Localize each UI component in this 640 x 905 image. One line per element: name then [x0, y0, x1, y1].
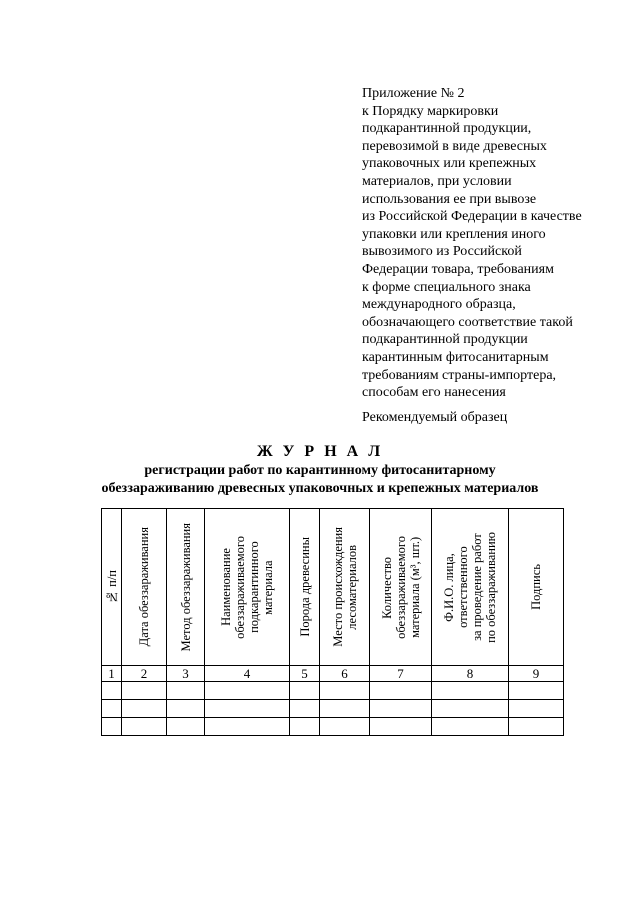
header-label: Порода древесины — [297, 537, 312, 637]
header-label: Наименование обеззараживаемого подкарантинного материала — [219, 535, 275, 639]
table-cell — [320, 700, 370, 718]
table-cell — [320, 718, 370, 736]
journal-subtitle — [0, 462, 640, 497]
journal-title: Ж У Р Н А Л — [256, 443, 384, 460]
table-cell — [167, 718, 205, 736]
table-cell — [102, 700, 122, 718]
appendix-line: к Порядку маркировки — [362, 103, 499, 119]
appendix-line: упаковочных или крепежных — [362, 156, 537, 172]
table-cell — [320, 682, 370, 700]
table-cell — [205, 718, 290, 736]
appendix-line: материалов, при условии — [362, 173, 512, 189]
column-number: 6 — [320, 666, 370, 682]
header-cell — [432, 509, 509, 666]
header-cell — [122, 509, 167, 666]
table-cell — [370, 682, 432, 700]
column-number: 7 — [370, 666, 432, 682]
table-cell — [122, 718, 167, 736]
table-header-row — [102, 509, 564, 666]
table-cell — [290, 682, 320, 700]
table-row — [102, 718, 564, 736]
header-label: Подпись — [529, 564, 543, 610]
header-label: Количество обеззараживаемого материала (м³, шт.) — [379, 535, 422, 639]
column-number: 4 — [205, 666, 290, 682]
appendix-line: из Российской Федерации в качестве — [362, 209, 582, 225]
header-cell — [370, 509, 432, 666]
table-cell — [290, 700, 320, 718]
table-cell — [290, 718, 320, 736]
table-cell — [167, 682, 205, 700]
header-cell — [290, 509, 320, 666]
appendix-line: карантинным фитосанитарным — [362, 349, 549, 365]
appendix-line: Федерации товара, требованиям — [362, 261, 554, 277]
column-number-row — [102, 666, 564, 682]
column-number: 5 — [290, 666, 320, 682]
appendix-line: требованиям страны-импортера, — [362, 367, 557, 383]
table-cell — [205, 700, 290, 718]
header-label: № п/п — [104, 570, 119, 604]
table-cell — [432, 718, 509, 736]
appendix-line: Приложение № 2 — [362, 86, 465, 101]
header-cell — [509, 509, 564, 666]
column-number: 1 — [102, 666, 122, 682]
table-cell — [205, 682, 290, 700]
table-row — [102, 700, 564, 718]
header-cell — [320, 509, 370, 666]
table-cell — [370, 718, 432, 736]
recommended-sample-label: Рекомендуемый образец — [362, 410, 508, 425]
header-cell — [205, 509, 290, 666]
header-label: Ф.И.О. лица, ответственного за проведение работ по обеззараживанию — [442, 531, 498, 643]
table-cell — [102, 718, 122, 736]
appendix-line: международного образца, — [362, 297, 516, 313]
table-cell — [167, 700, 205, 718]
header-cell — [102, 509, 122, 666]
table-cell — [509, 718, 564, 736]
appendix-line: к форме специального знака — [362, 279, 531, 295]
appendix-line: подкарантинной продукции — [362, 332, 528, 348]
table-cell — [102, 682, 122, 700]
header-label: Дата обеззараживания — [137, 527, 151, 647]
header-label: Метод обеззараживания — [178, 522, 193, 652]
appendix-line: подкарантинной продукции, — [362, 121, 532, 137]
appendix-line: способам его нанесения — [362, 385, 506, 401]
table-cell — [509, 700, 564, 718]
column-number: 8 — [432, 666, 509, 682]
table-cell — [432, 700, 509, 718]
table-cell — [122, 700, 167, 718]
appendix-line: перевозимой в виде древесных — [362, 138, 547, 154]
table-row — [102, 682, 564, 700]
appendix-line: упаковки или крепления иного — [362, 226, 546, 242]
header-cell — [167, 509, 205, 666]
table-cell — [370, 700, 432, 718]
appendix-line: использования ее при вывозе — [362, 191, 537, 207]
journal-subtitle-line: обеззараживанию древесных упаковочных и крепежных материалов — [101, 480, 539, 496]
column-number: 2 — [122, 666, 167, 682]
header-label: Место происхождения лесоматериалов — [330, 527, 359, 647]
table-cell — [509, 682, 564, 700]
journal-subtitle-line: регистрации работ по карантинному фитосанитарному — [144, 463, 496, 478]
appendix-block — [362, 85, 622, 402]
appendix-line: обозначающего соответствие такой — [362, 314, 573, 330]
table-cell — [122, 682, 167, 700]
column-number: 9 — [509, 666, 564, 682]
column-number: 3 — [167, 666, 205, 682]
journal-table — [101, 508, 564, 736]
table-cell — [432, 682, 509, 700]
appendix-line: вывозимого из Российской — [362, 244, 522, 260]
